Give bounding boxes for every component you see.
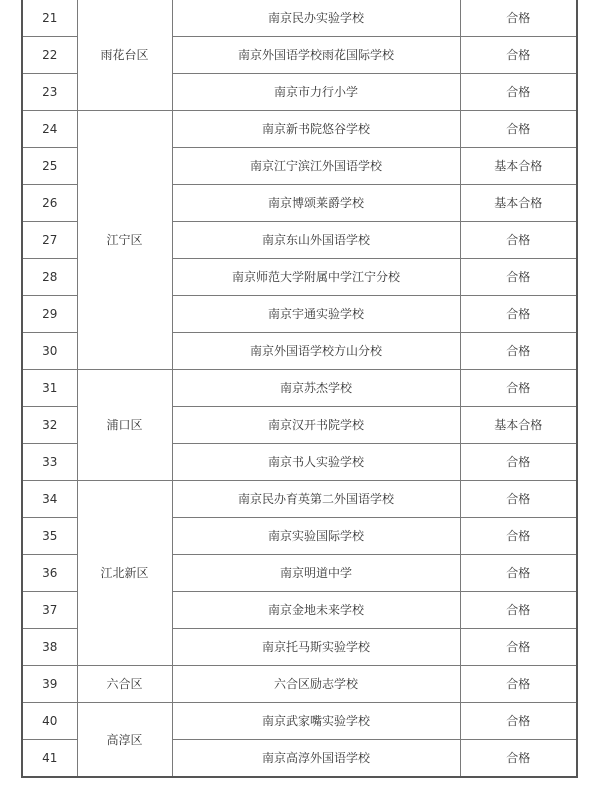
result-cell: 合格: [460, 333, 577, 370]
row-number: 27: [22, 222, 77, 259]
row-number: 32: [22, 407, 77, 444]
result-cell: 合格: [460, 666, 577, 703]
result-cell: 合格: [460, 74, 577, 111]
row-number: 30: [22, 333, 77, 370]
row-number: 34: [22, 481, 77, 518]
table-row: [22, 703, 577, 740]
school-name: 南京东山外国语学校: [172, 222, 460, 259]
table-row: [22, 0, 577, 37]
result-cell: 合格: [460, 555, 577, 592]
table-row: [22, 666, 577, 703]
row-number: 28: [22, 259, 77, 296]
result-cell: 合格: [460, 370, 577, 407]
table-row: [22, 370, 577, 407]
result-cell: 合格: [460, 629, 577, 666]
table-row: [22, 111, 577, 148]
row-number: 24: [22, 111, 77, 148]
school-name: 南京托马斯实验学校: [172, 629, 460, 666]
school-name: 南京明道中学: [172, 555, 460, 592]
row-number: 29: [22, 296, 77, 333]
result-cell: 合格: [460, 0, 577, 37]
row-number: 37: [22, 592, 77, 629]
result-cell: 合格: [460, 37, 577, 74]
school-name: 南京外国语学校雨花国际学校: [172, 37, 460, 74]
result-cell: 基本合格: [460, 407, 577, 444]
result-cell: 合格: [460, 444, 577, 481]
row-number: 36: [22, 555, 77, 592]
row-number: 31: [22, 370, 77, 407]
school-name: 南京宇通实验学校: [172, 296, 460, 333]
result-cell: 合格: [460, 259, 577, 296]
school-name: 南京书人实验学校: [172, 444, 460, 481]
school-name: 南京民办实验学校: [172, 0, 460, 37]
result-cell: 合格: [460, 222, 577, 259]
result-cell: 基本合格: [460, 185, 577, 222]
row-number: 40: [22, 703, 77, 740]
district-cell: 浦口区: [77, 370, 172, 481]
row-number: 25: [22, 148, 77, 185]
row-number: 41: [22, 740, 77, 778]
school-name: 南京外国语学校方山分校: [172, 333, 460, 370]
school-name: 六合区励志学校: [172, 666, 460, 703]
result-cell: 合格: [460, 740, 577, 778]
result-cell: 合格: [460, 518, 577, 555]
school-name: 南京市力行小学: [172, 74, 460, 111]
row-number: 38: [22, 629, 77, 666]
school-name: 南京高淳外国语学校: [172, 740, 460, 778]
school-name: 南京金地未来学校: [172, 592, 460, 629]
school-name: 南京师范大学附属中学江宁分校: [172, 259, 460, 296]
table-row: [22, 481, 577, 518]
school-name: 南京武家嘴实验学校: [172, 703, 460, 740]
row-number: 22: [22, 37, 77, 74]
district-cell: 高淳区: [77, 703, 172, 778]
result-cell: 合格: [460, 592, 577, 629]
district-cell: 六合区: [77, 666, 172, 703]
result-cell: 合格: [460, 481, 577, 518]
school-name: 南京汉开书院学校: [172, 407, 460, 444]
school-name: 南京博颂莱爵学校: [172, 185, 460, 222]
row-number: 23: [22, 74, 77, 111]
row-number: 39: [22, 666, 77, 703]
result-cell: 合格: [460, 111, 577, 148]
school-inspection-table-container: [21, 0, 576, 778]
school-inspection-table: [21, 0, 578, 778]
school-name: 南京民办育英第二外国语学校: [172, 481, 460, 518]
row-number: 33: [22, 444, 77, 481]
school-name: 南京江宁滨江外国语学校: [172, 148, 460, 185]
district-cell: 江北新区: [77, 481, 172, 666]
row-number: 26: [22, 185, 77, 222]
district-cell: 雨花台区: [77, 0, 172, 111]
result-cell: 合格: [460, 703, 577, 740]
district-cell: 江宁区: [77, 111, 172, 370]
result-cell: 合格: [460, 296, 577, 333]
row-number: 35: [22, 518, 77, 555]
school-name: 南京新书院悠谷学校: [172, 111, 460, 148]
school-name: 南京苏杰学校: [172, 370, 460, 407]
row-number: 21: [22, 0, 77, 37]
result-cell: 基本合格: [460, 148, 577, 185]
school-name: 南京实验国际学校: [172, 518, 460, 555]
